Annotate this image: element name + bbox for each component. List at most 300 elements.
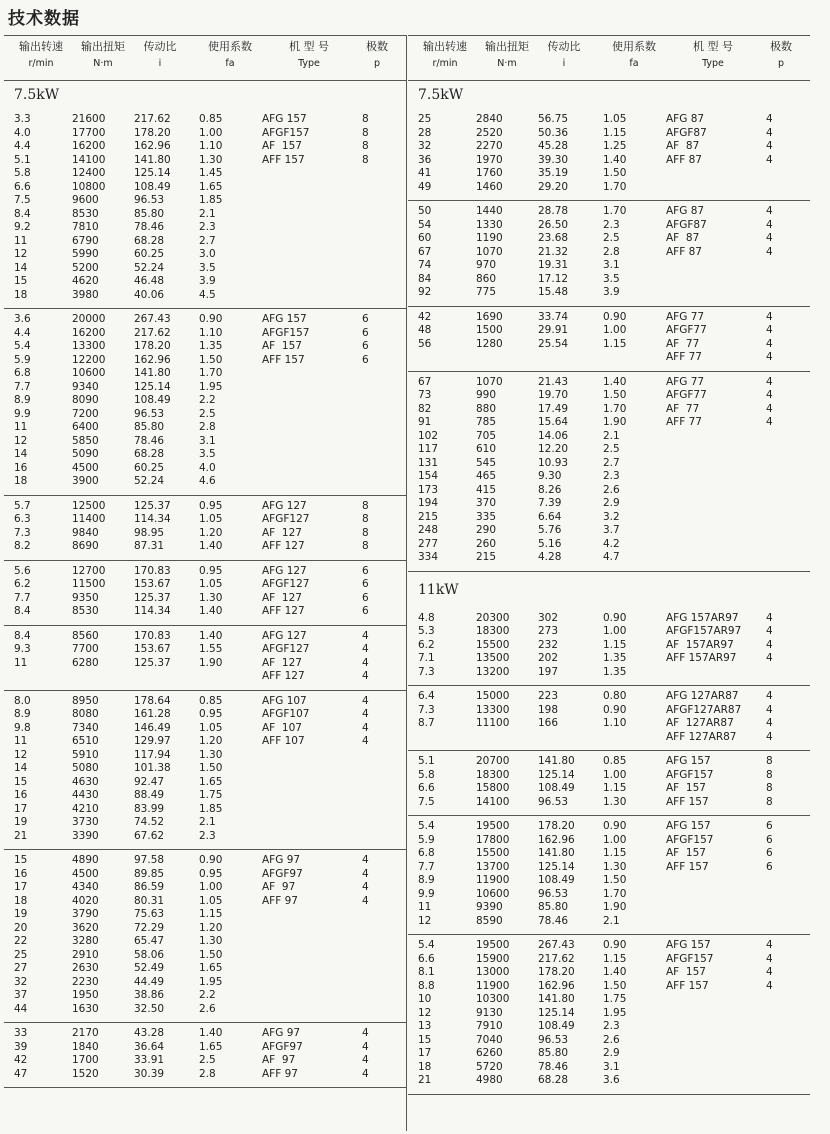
- table-row: [4, 935, 406, 949]
- cell-factor: 3.5: [199, 448, 216, 460]
- cell-torque: 15900: [476, 952, 510, 965]
- cell-ratio: 78.46: [134, 221, 165, 233]
- cell-factor: 2.1: [199, 207, 216, 220]
- cell-factor: 1.95: [603, 1006, 627, 1019]
- cell-torque: 3790: [72, 908, 99, 920]
- cell-poles: 8: [362, 153, 369, 166]
- cell-type: AFG 157: [666, 755, 711, 767]
- cell-type: AFF 87: [666, 245, 702, 258]
- cell-ratio: 52.24: [134, 261, 165, 274]
- cell-type: AFF 157: [666, 979, 709, 992]
- cell-ratio: 162.96: [538, 833, 575, 846]
- table-row: [4, 1041, 406, 1055]
- column-header-type: 机 型 号: [289, 40, 329, 53]
- left-table-header: [4, 35, 406, 81]
- cell-speed: 7.7: [14, 380, 31, 393]
- cell-type: AF 77: [666, 402, 700, 415]
- cell-type: AFF 157: [262, 153, 305, 166]
- cell-poles: 4: [766, 402, 773, 415]
- cell-type: AFGF157: [666, 952, 714, 965]
- cell-factor: 1.70: [199, 367, 223, 379]
- cell-speed: 37: [14, 989, 28, 1001]
- cell-factor: 0.90: [603, 703, 627, 716]
- cell-speed: 173: [418, 483, 439, 496]
- cell-ratio: 4.28: [538, 551, 562, 563]
- cell-factor: 3.0: [199, 248, 216, 260]
- cell-ratio: 141.80: [134, 367, 171, 379]
- cell-speed: 32: [418, 140, 432, 152]
- cell-torque: 970: [476, 259, 497, 271]
- table-row: [4, 722, 406, 736]
- table-row: [408, 782, 810, 796]
- cell-type: AFG 77: [666, 375, 705, 388]
- cell-type: AFGF77: [666, 324, 707, 336]
- cell-ratio: 108.49: [538, 1020, 575, 1032]
- column-unit-type: Type: [702, 58, 724, 69]
- cell-poles: 6: [362, 564, 369, 577]
- cell-type: AF 127AR87: [666, 717, 734, 729]
- cell-factor: 0.95: [199, 564, 223, 577]
- cell-speed: 11: [14, 656, 28, 669]
- cell-factor: 2.1: [199, 816, 216, 828]
- cell-type: AF 97: [262, 881, 296, 893]
- cell-torque: 20300: [476, 611, 510, 624]
- cell-factor: 3.1: [199, 434, 216, 447]
- cell-poles: 6: [362, 578, 369, 590]
- table-row: [4, 354, 406, 368]
- cell-ratio: 101.38: [134, 762, 171, 774]
- cell-poles: 4: [766, 351, 773, 363]
- cell-ratio: 65.47: [134, 935, 165, 947]
- table-row: [408, 717, 810, 731]
- cell-factor: 1.05: [199, 721, 223, 734]
- cell-ratio: 35.19: [538, 167, 569, 179]
- cell-factor: 1.35: [603, 652, 627, 664]
- cell-ratio: 96.53: [538, 887, 569, 900]
- table-row: [4, 749, 406, 763]
- cell-poles: 4: [766, 310, 773, 323]
- table-row: [408, 416, 810, 430]
- cell-torque: 15500: [476, 847, 510, 859]
- table-row: [408, 769, 810, 783]
- cell-factor: 2.2: [199, 394, 216, 406]
- cell-type: AFF 97: [262, 1067, 298, 1080]
- cell-type: AF 87: [666, 232, 700, 244]
- column-header-type: 机 型 号: [693, 40, 733, 53]
- table-row: [408, 259, 810, 273]
- table-row: [408, 286, 810, 300]
- table-row: [408, 524, 810, 538]
- cell-speed: 7.3: [418, 703, 435, 716]
- cell-poles: 6: [362, 605, 369, 617]
- cell-torque: 5850: [72, 434, 99, 447]
- column-unit-factor: fa: [629, 58, 639, 69]
- cell-factor: 1.65: [199, 775, 223, 788]
- cell-factor: 1.40: [603, 375, 627, 388]
- cell-poles: 4: [766, 205, 773, 217]
- cell-factor: 3.5: [199, 261, 216, 274]
- cell-speed: 19: [14, 816, 28, 828]
- cell-speed: 6.8: [14, 367, 31, 379]
- cell-speed: 4.0: [14, 126, 31, 139]
- cell-poles: 4: [362, 643, 369, 655]
- cell-poles: 4: [766, 966, 773, 978]
- cell-torque: 880: [476, 402, 497, 415]
- cell-speed: 102: [418, 429, 439, 442]
- cell-speed: 5.4: [418, 939, 435, 951]
- cell-ratio: 96.53: [538, 1033, 569, 1046]
- cell-ratio: 32.50: [134, 1002, 165, 1015]
- cell-factor: 1.00: [603, 625, 627, 637]
- cell-ratio: 8.26: [538, 483, 562, 496]
- table-row: [4, 113, 406, 127]
- cell-torque: 3980: [72, 288, 99, 301]
- cell-factor: 2.5: [603, 232, 620, 244]
- table-row: [4, 922, 406, 936]
- cell-type: AFG 77: [666, 310, 705, 323]
- cell-factor: 2.5: [199, 407, 216, 420]
- cell-torque: 705: [476, 429, 497, 442]
- table-row: [4, 1054, 406, 1068]
- cell-speed: 6.6: [14, 180, 31, 193]
- cell-factor: 1.50: [603, 874, 627, 886]
- cell-speed: 44: [14, 1002, 28, 1015]
- cell-ratio: 170.83: [134, 564, 171, 577]
- cell-poles: 4: [766, 337, 773, 350]
- table-row: [408, 704, 810, 718]
- cell-factor: 3.1: [603, 1060, 620, 1073]
- cell-factor: 2.3: [603, 1020, 620, 1032]
- table-row: [408, 901, 810, 915]
- cell-type: AF 107: [262, 721, 302, 734]
- table-row: [408, 154, 810, 168]
- cell-factor: 1.15: [603, 126, 627, 139]
- cell-type: AFGF87: [666, 126, 707, 139]
- table-row: [4, 962, 406, 976]
- table-row: [408, 551, 810, 565]
- column-unit-type: Type: [298, 58, 320, 69]
- cell-torque: 9350: [72, 591, 99, 604]
- cell-poles: 4: [362, 894, 369, 907]
- cell-factor: 1.40: [199, 605, 223, 617]
- cell-poles: 4: [766, 140, 773, 152]
- right-groups-b: [408, 608, 810, 1095]
- cell-factor: 1.85: [199, 802, 223, 815]
- cell-ratio: 44.49: [134, 975, 165, 988]
- cell-poles: 4: [362, 881, 369, 893]
- cell-torque: 19500: [476, 820, 510, 832]
- cell-poles: 4: [766, 979, 773, 992]
- cell-ratio: 87.31: [134, 540, 165, 552]
- cell-torque: 3280: [72, 935, 99, 947]
- cell-torque: 17800: [476, 833, 510, 846]
- cell-speed: 8.4: [14, 207, 31, 220]
- cell-speed: 17: [418, 1047, 432, 1059]
- table-row: [4, 630, 406, 644]
- cell-poles: 4: [766, 690, 773, 702]
- cell-speed: 8.4: [14, 605, 31, 617]
- cell-factor: 1.65: [199, 1040, 223, 1053]
- cell-ratio: 178.20: [538, 820, 575, 832]
- table-row: [408, 140, 810, 154]
- cell-poles: 4: [362, 854, 369, 866]
- cell-factor: 0.95: [199, 867, 223, 880]
- page-title: 技术数据: [8, 9, 80, 29]
- cell-torque: 4020: [72, 894, 99, 907]
- cell-speed: 7.7: [14, 591, 31, 604]
- cell-poles: 8: [766, 755, 773, 767]
- table-row: [408, 888, 810, 902]
- cell-torque: 545: [476, 456, 497, 469]
- cell-poles: 4: [766, 939, 773, 951]
- cell-speed: 67: [418, 375, 432, 388]
- table-row: [4, 394, 406, 408]
- cell-poles: 8: [362, 526, 369, 539]
- cell-type: AFF 107: [262, 735, 305, 747]
- row-group: [408, 109, 810, 201]
- cell-factor: 2.1: [603, 914, 620, 927]
- cell-torque: 8530: [72, 207, 99, 220]
- cell-speed: 11: [14, 234, 28, 247]
- cell-ratio: 178.20: [134, 340, 171, 352]
- row-group: [4, 1023, 406, 1088]
- cell-torque: 11500: [72, 578, 106, 590]
- cell-torque: 3730: [72, 816, 99, 828]
- table-row: [408, 847, 810, 861]
- cell-factor: 4.5: [199, 288, 216, 301]
- cell-factor: 1.15: [603, 847, 627, 859]
- cell-factor: 1.00: [199, 126, 223, 139]
- table-row: [4, 381, 406, 395]
- cell-torque: 4890: [72, 854, 99, 866]
- cell-ratio: 88.49: [134, 789, 165, 801]
- right-table-header: [408, 35, 810, 81]
- cell-type: AFG 127: [262, 629, 307, 642]
- table-row: [408, 181, 810, 195]
- cell-speed: 48: [418, 324, 432, 336]
- cell-speed: 117: [418, 443, 439, 455]
- cell-ratio: 108.49: [538, 782, 575, 794]
- cell-type: AFGF127: [262, 513, 310, 525]
- row-group: [4, 496, 406, 561]
- cell-ratio: 153.67: [134, 578, 171, 590]
- cell-poles: 4: [362, 735, 369, 747]
- cell-speed: 6.6: [418, 782, 435, 794]
- cell-factor: 1.40: [199, 540, 223, 552]
- cell-torque: 11900: [476, 874, 510, 886]
- cell-speed: 22: [14, 935, 28, 947]
- cell-ratio: 80.31: [134, 894, 165, 907]
- cell-factor: 2.3: [603, 218, 620, 231]
- row-group: [408, 608, 810, 687]
- cell-torque: 4980: [476, 1074, 503, 1086]
- table-row: [4, 670, 406, 684]
- cell-ratio: 78.46: [134, 434, 165, 447]
- cell-poles: 8: [362, 513, 369, 525]
- cell-ratio: 146.49: [134, 721, 171, 734]
- cell-ratio: 14.06: [538, 429, 569, 442]
- column-unit-speed: r/min: [28, 58, 54, 69]
- table-row: [4, 762, 406, 776]
- cell-factor: 0.90: [603, 820, 627, 832]
- cell-poles: 4: [766, 389, 773, 401]
- column-unit-factor: fa: [225, 58, 235, 69]
- row-group: [4, 109, 406, 309]
- cell-factor: 3.7: [603, 524, 620, 536]
- cell-ratio: 162.96: [538, 979, 575, 992]
- cell-poles: 4: [766, 245, 773, 258]
- cell-type: AFGF107: [262, 708, 310, 720]
- cell-poles: 8: [362, 126, 369, 139]
- table-row: [408, 980, 810, 994]
- cell-speed: 9.9: [14, 407, 31, 420]
- cell-factor: 2.8: [603, 245, 620, 258]
- cell-poles: 6: [766, 820, 773, 832]
- cell-ratio: 125.14: [134, 380, 171, 393]
- cell-poles: 4: [766, 611, 773, 624]
- column-unit-speed: r/min: [432, 58, 458, 69]
- cell-type: AF 127: [262, 656, 302, 669]
- cell-speed: 18: [418, 1060, 432, 1073]
- cell-poles: 4: [766, 416, 773, 428]
- cell-ratio: 52.49: [134, 962, 165, 974]
- cell-ratio: 6.64: [538, 510, 562, 523]
- cell-torque: 7340: [72, 721, 99, 734]
- cell-torque: 3390: [72, 829, 99, 842]
- cell-speed: 3.6: [14, 313, 31, 325]
- cell-type: AFG 127: [262, 499, 307, 512]
- cell-poles: 6: [362, 326, 369, 339]
- cell-torque: 1070: [476, 245, 503, 258]
- cell-speed: 131: [418, 456, 439, 469]
- cell-torque: 11100: [476, 717, 510, 729]
- cell-ratio: 7.39: [538, 497, 562, 509]
- cell-speed: 5.9: [418, 833, 435, 846]
- cell-torque: 1700: [72, 1054, 99, 1066]
- cell-speed: 9.3: [14, 643, 31, 655]
- cell-torque: 10600: [476, 887, 510, 900]
- cell-poles: 6: [362, 313, 369, 325]
- cell-speed: 8.9: [14, 394, 31, 406]
- cell-factor: 1.90: [199, 656, 223, 669]
- cell-speed: 7.7: [418, 860, 435, 873]
- right-table: [408, 35, 810, 1131]
- table-row: [4, 868, 406, 882]
- cell-torque: 6510: [72, 735, 99, 747]
- cell-torque: 13300: [476, 703, 510, 716]
- cell-torque: 860: [476, 272, 497, 285]
- cell-ratio: 162.96: [134, 140, 171, 152]
- table-row: [4, 262, 406, 276]
- cell-factor: 2.5: [603, 443, 620, 455]
- cell-torque: 4430: [72, 789, 99, 801]
- cell-type: AFG 87: [666, 113, 705, 125]
- column-header-speed: 输出转速: [19, 40, 63, 53]
- table-row: [408, 820, 810, 834]
- cell-factor: 0.85: [199, 113, 223, 125]
- cell-speed: 8.9: [14, 708, 31, 720]
- table-row: [408, 690, 810, 704]
- table-row: [408, 219, 810, 233]
- table-row: [4, 695, 406, 709]
- cell-type: AF 157: [262, 140, 302, 152]
- cell-poles: 4: [766, 717, 773, 729]
- cell-ratio: 9.30: [538, 470, 562, 482]
- cell-factor: 3.9: [199, 275, 216, 287]
- cell-torque: 2170: [72, 1027, 99, 1039]
- cell-ratio: 108.49: [134, 180, 171, 193]
- cell-type: AF 97: [262, 1054, 296, 1066]
- cell-ratio: 217.62: [538, 952, 575, 965]
- table-row: [408, 1007, 810, 1021]
- cell-speed: 28: [418, 126, 432, 139]
- cell-type: AFG 127: [262, 564, 307, 577]
- cell-ratio: 108.49: [538, 874, 575, 886]
- right-groups-a: [408, 109, 810, 572]
- cell-torque: 8560: [72, 629, 99, 642]
- cell-poles: 4: [362, 1054, 369, 1066]
- cell-torque: 415: [476, 483, 497, 496]
- cell-speed: 16: [14, 461, 28, 474]
- cell-factor: 1.30: [199, 153, 223, 166]
- cell-speed: 21: [418, 1074, 432, 1086]
- left-groups: [4, 109, 406, 1088]
- cell-ratio: 78.46: [538, 1060, 569, 1073]
- cell-poles: 6: [362, 340, 369, 352]
- cell-factor: 1.50: [603, 979, 627, 992]
- cell-speed: 9.9: [418, 887, 435, 900]
- cell-torque: 335: [476, 510, 497, 523]
- table-row: [408, 324, 810, 338]
- cell-type: AFGF97: [262, 1040, 303, 1053]
- cell-factor: 1.10: [603, 717, 627, 729]
- cell-type: AFG 127AR87: [666, 690, 739, 702]
- cell-speed: 8.9: [418, 874, 435, 886]
- table-row: [408, 389, 810, 403]
- cell-factor: 2.9: [603, 1047, 620, 1059]
- cell-speed: 14: [14, 762, 28, 774]
- cell-type: AFF 77: [666, 416, 702, 428]
- cell-type: AFF 157: [666, 795, 709, 808]
- cell-ratio: 52.24: [134, 475, 165, 487]
- cell-type: AFG 97: [262, 1027, 301, 1039]
- cell-torque: 1440: [476, 205, 503, 217]
- table-row: [408, 1074, 810, 1088]
- cell-torque: 5090: [72, 448, 99, 460]
- cell-speed: 7.5: [418, 795, 435, 808]
- cell-torque: 4500: [72, 867, 99, 880]
- table-row: [4, 657, 406, 671]
- cell-speed: 15: [418, 1033, 432, 1046]
- table-row: [4, 592, 406, 606]
- cell-speed: 6.4: [418, 690, 435, 702]
- table-row: [4, 313, 406, 327]
- cell-factor: 1.20: [199, 735, 223, 747]
- table-row: [4, 435, 406, 449]
- table-row: [4, 275, 406, 289]
- cell-speed: 42: [418, 310, 432, 323]
- cell-torque: 1760: [476, 167, 503, 179]
- cell-ratio: 40.06: [134, 288, 165, 301]
- row-group: [4, 626, 406, 691]
- table-row: [4, 475, 406, 489]
- cell-speed: 9.2: [14, 221, 31, 233]
- cell-speed: 248: [418, 524, 439, 536]
- cell-torque: 13500: [476, 652, 510, 664]
- cell-torque: 2910: [72, 948, 99, 961]
- table-row: [408, 205, 810, 219]
- table-row: [408, 403, 810, 417]
